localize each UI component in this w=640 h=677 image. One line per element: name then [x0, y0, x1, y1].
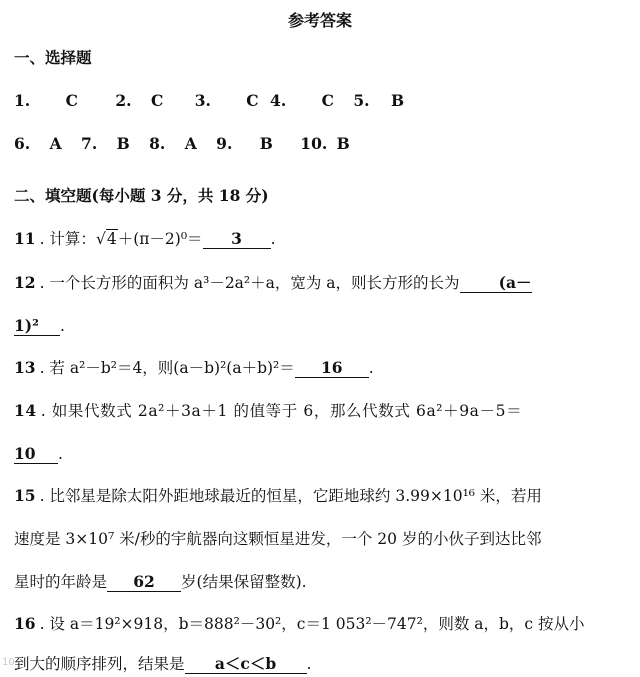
q-end: . [58, 445, 63, 463]
radicand: 4 [106, 230, 117, 248]
q-text: . 一个长方形的面积为 a³－2a²＋a，宽为 a，则长方形的长为 [39, 274, 460, 292]
q-text: . 计算： [39, 230, 96, 248]
q-text: 到大的顺序排列，结果是 [14, 655, 185, 673]
mc-answer: B [116, 134, 130, 153]
page-title: 参考答案 [287, 11, 352, 30]
mc-answer: A [49, 134, 62, 153]
question-15 [14, 486, 542, 506]
mc-answer: B [336, 134, 350, 153]
question-16 [14, 614, 585, 634]
q-end: . [306, 655, 312, 673]
question-15-cont2 [14, 572, 307, 592]
section2-heading: 二、填空题(每小题 3 分，共 18 分) [14, 186, 269, 205]
mc-answer: B [259, 134, 273, 153]
q-end: . [368, 359, 374, 377]
q-text: . 若 a²－b²＝4，则(a－b)²(a＋b)²＝ [39, 359, 295, 377]
question-14-cont [14, 444, 63, 464]
q-number: 8. [149, 134, 166, 153]
answer-blank: 62 [107, 573, 181, 592]
q-text: . 比邻星是除太阳外距地球最近的恒星，它距地球约 3.99×10¹⁶ 米，若用 [39, 487, 542, 505]
mc-answer: B [390, 91, 405, 110]
answer-blank: 16 [295, 359, 369, 378]
q-number: 9. [216, 134, 233, 153]
mc-answer: C [65, 91, 78, 110]
q-number: 16 [14, 614, 36, 633]
q-end: . [60, 317, 65, 335]
answer-blank: a＜c＜b [185, 655, 307, 674]
q-number: 6. [14, 134, 31, 153]
question-12-cont [14, 316, 65, 336]
q-number: 12 [14, 273, 36, 292]
q-number: 5. [353, 91, 370, 110]
q-number: 13 [14, 358, 36, 377]
question-16-cont [14, 654, 311, 674]
q-number: 2. [115, 91, 132, 110]
q-text: 岁(结果保留整数). [181, 573, 307, 591]
question-15-cont [14, 529, 541, 549]
q-text: 速度是 3×10⁷ 米/秒的宇航器向这颗恒星进发，一个 20 岁的小伙子到达比邻 [14, 530, 542, 548]
q-text: . 设 a＝19²×918，b＝888²－30²，c＝1 053²－747²，则数 a，b，c 按从小 [39, 615, 585, 633]
q-text: ＋(π－2)⁰＝ [117, 230, 203, 248]
q-end: . [270, 230, 276, 248]
mc-answer: C [321, 91, 334, 110]
mc-answer: C [246, 91, 259, 110]
section1-heading: 一、选择题 [14, 48, 92, 67]
q-text: . 如果代数式 2a²＋3a＋1 的值等于 6，那么代数式 6a²＋9a－5＝ [40, 402, 523, 420]
sqrt-expression: √4 [95, 230, 117, 248]
mc-row-1 [14, 91, 404, 111]
answer-blank: 1)² [14, 317, 60, 336]
mc-answer: A [184, 134, 197, 153]
answer-blank: 3 [203, 230, 271, 249]
question-13 [14, 358, 374, 378]
watermark: 10 [2, 657, 15, 668]
q-text: 星时的年龄是 [14, 573, 108, 591]
mc-row-2 [14, 134, 350, 154]
question-11 [14, 229, 276, 249]
answer-blank: (a－ [460, 274, 532, 293]
q-number: 15 [14, 486, 36, 505]
q-number: 7. [81, 134, 98, 153]
mc-answer: C [150, 91, 164, 110]
q-number: 14 [14, 401, 37, 420]
q-number: 4. [270, 91, 287, 110]
question-12 [14, 273, 532, 293]
answer-blank: 10 [14, 445, 58, 464]
question-14 [14, 401, 522, 421]
q-number: 10. [300, 134, 328, 153]
q-number: 1. [14, 91, 31, 110]
q-number: 3. [194, 91, 211, 110]
q-number: 11 [14, 229, 36, 248]
